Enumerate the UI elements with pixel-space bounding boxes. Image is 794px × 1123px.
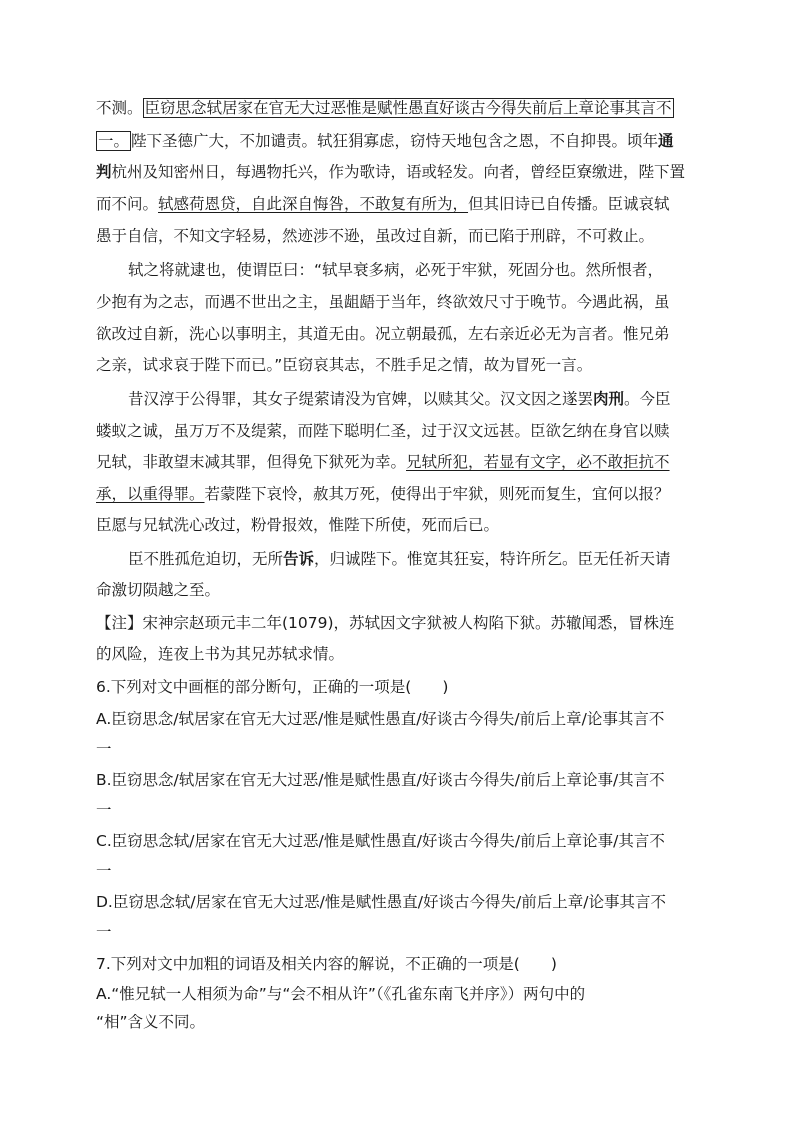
passage-line: 少抱有为之志，而遇不世出之主，虽龃龉于当年，终欲效尺寸于晚节。今遇此祸，虽 <box>96 293 670 311</box>
passage-text: 臣不胜孤危迫切，无所 <box>128 550 284 568</box>
question-6-stem: 6.下列对文中画框的部分断句，正确的一项是( ) <box>96 678 449 696</box>
q6-option-b[interactable]: B.臣窃思念/轼居家在官无大过恶/惟是赋性愚直/好谈古今得失/前后上章论事/其言不 <box>96 771 665 789</box>
q6-option-d[interactable]: D.臣窃思念轼/居家在官无大过恶/惟是赋性愚直/好谈古今得失/前后上章/论事其言不 <box>96 893 666 911</box>
passage-text: 昔汉淳于公得罪，其女子缇萦请没为官婢，以赎其父。汉文因之遂罢 <box>128 390 594 408</box>
passage-line <box>96 161 706 183</box>
note-line: 的风险，连夜上书为其兄苏轼求情。 <box>96 645 345 663</box>
passage-line <box>96 97 706 119</box>
passage-text: 而不问。 <box>96 195 159 213</box>
passage-line: 蝼蚁之诚，虽万万不及缇萦，而陛下聪明仁圣，过于汉文远甚。臣欲乞纳在身官以赎 <box>96 422 670 440</box>
note-line: 【注】宋神宗赵顼元丰二年(1079)，苏轼因文字狱被人构陷下狱。苏辙闻悉，冒株连 <box>96 614 675 632</box>
q7-option-a[interactable]: A.“惟兄轼一人相须为命”与“会不相从许”（《孔雀东南飞并序》）两句中的 <box>96 985 586 1003</box>
underlined-text: 承，以重得罪。 <box>96 485 205 503</box>
passage-line: 臣愿与兄轼洗心改过，粉骨报效，惟陛下所使，死而后已。 <box>96 516 500 534</box>
q6-option-d-wrap: 一 <box>96 923 112 941</box>
passage-line: 轼之将就逮也，使谓臣曰：“轼早衰多病，必死于牢狱，死固分也。然所恨者， <box>128 261 664 279</box>
passage-text: 但其旧诗已自传播。臣诚哀轼 <box>468 195 670 213</box>
boxed-text: 臣窃思念轼居家在官无大过恶惟是赋性愚直好谈古今得失前后上章论事其言不 <box>144 99 672 117</box>
q6-option-b-wrap: 一 <box>96 801 112 819</box>
passage-text: ，归诚陛下。惟宽其狂妄，特许所乞。臣无任祈天请 <box>314 550 671 568</box>
passage-line: 欲改过自新，洗心以事明主，其道无由。况立朝最孤，左右亲近必无为言者。惟兄弟 <box>96 325 670 343</box>
passage-text: 陛下圣德广大，不加谴责。轼狂狷寡虑，窃恃天地包含之恩，不自抑畏。顷年 <box>131 132 659 150</box>
passage-text: 若蒙陛下哀怜，赦其万死，使得出于牢狱，则死而复生，宜何以报？ <box>204 485 670 503</box>
q7-option-a-cont: “相”含义不同。 <box>96 1013 206 1031</box>
boxed-text: 一。 <box>98 132 130 150</box>
passage-line <box>128 548 706 570</box>
passage-line <box>96 130 706 152</box>
question-7-stem: 7.下列对文中加粗的词语及相关内容的解说，不正确的一项是( ) <box>96 955 557 973</box>
q6-option-a[interactable]: A.臣窃思念/轼居家在官无大过恶/惟是赋性愚直/好谈古今得失/前后上章/论事其言不 <box>96 710 665 728</box>
passage-text: 。今臣 <box>624 390 671 408</box>
passage-text: 杭州及知密州日，每遇物托兴，作为歌诗，语或轻发。向者，曾经臣寮缴进，陛下置 <box>111 163 686 181</box>
passage-text: 不测。 <box>96 99 143 117</box>
bold-word: 告诉 <box>283 550 315 568</box>
passage-line: 之亲，试求哀于陛下而已。”臣窃哀其志，不胜手足之情，故为冒死一言。 <box>96 356 593 374</box>
passage-line <box>128 388 706 410</box>
bold-word: 判 <box>96 163 112 181</box>
q6-option-c-wrap: 一 <box>96 862 112 880</box>
passage-line: 愚于自信，不知文字轻易，然迹涉不逊，虽改过自新，而已陷于刑辟，不可救止。 <box>96 227 655 245</box>
passage-line <box>96 193 706 215</box>
passage-line <box>96 451 706 473</box>
underlined-text: 轼感荷恩贷，自此深自悔咎，不敢复有所为， <box>158 195 469 213</box>
q6-option-a-wrap: 一 <box>96 740 112 758</box>
q6-option-c[interactable]: C.臣窃思念轼/居家在官无大过恶/惟是赋性愚直/好谈古今得失/前后上章论事/其言不 <box>96 832 665 850</box>
passage-text: 兄轼，非敢望末减其罪，但得免下狱死为幸。 <box>96 453 407 471</box>
passage-line <box>96 483 706 505</box>
underlined-text: 兄轼所犯，若显有文字，必不敢拒抗不 <box>406 453 670 471</box>
bold-word: 通 <box>658 132 674 150</box>
bold-word: 肉刑 <box>593 390 625 408</box>
passage-line: 命激切陨越之至。 <box>96 581 221 599</box>
